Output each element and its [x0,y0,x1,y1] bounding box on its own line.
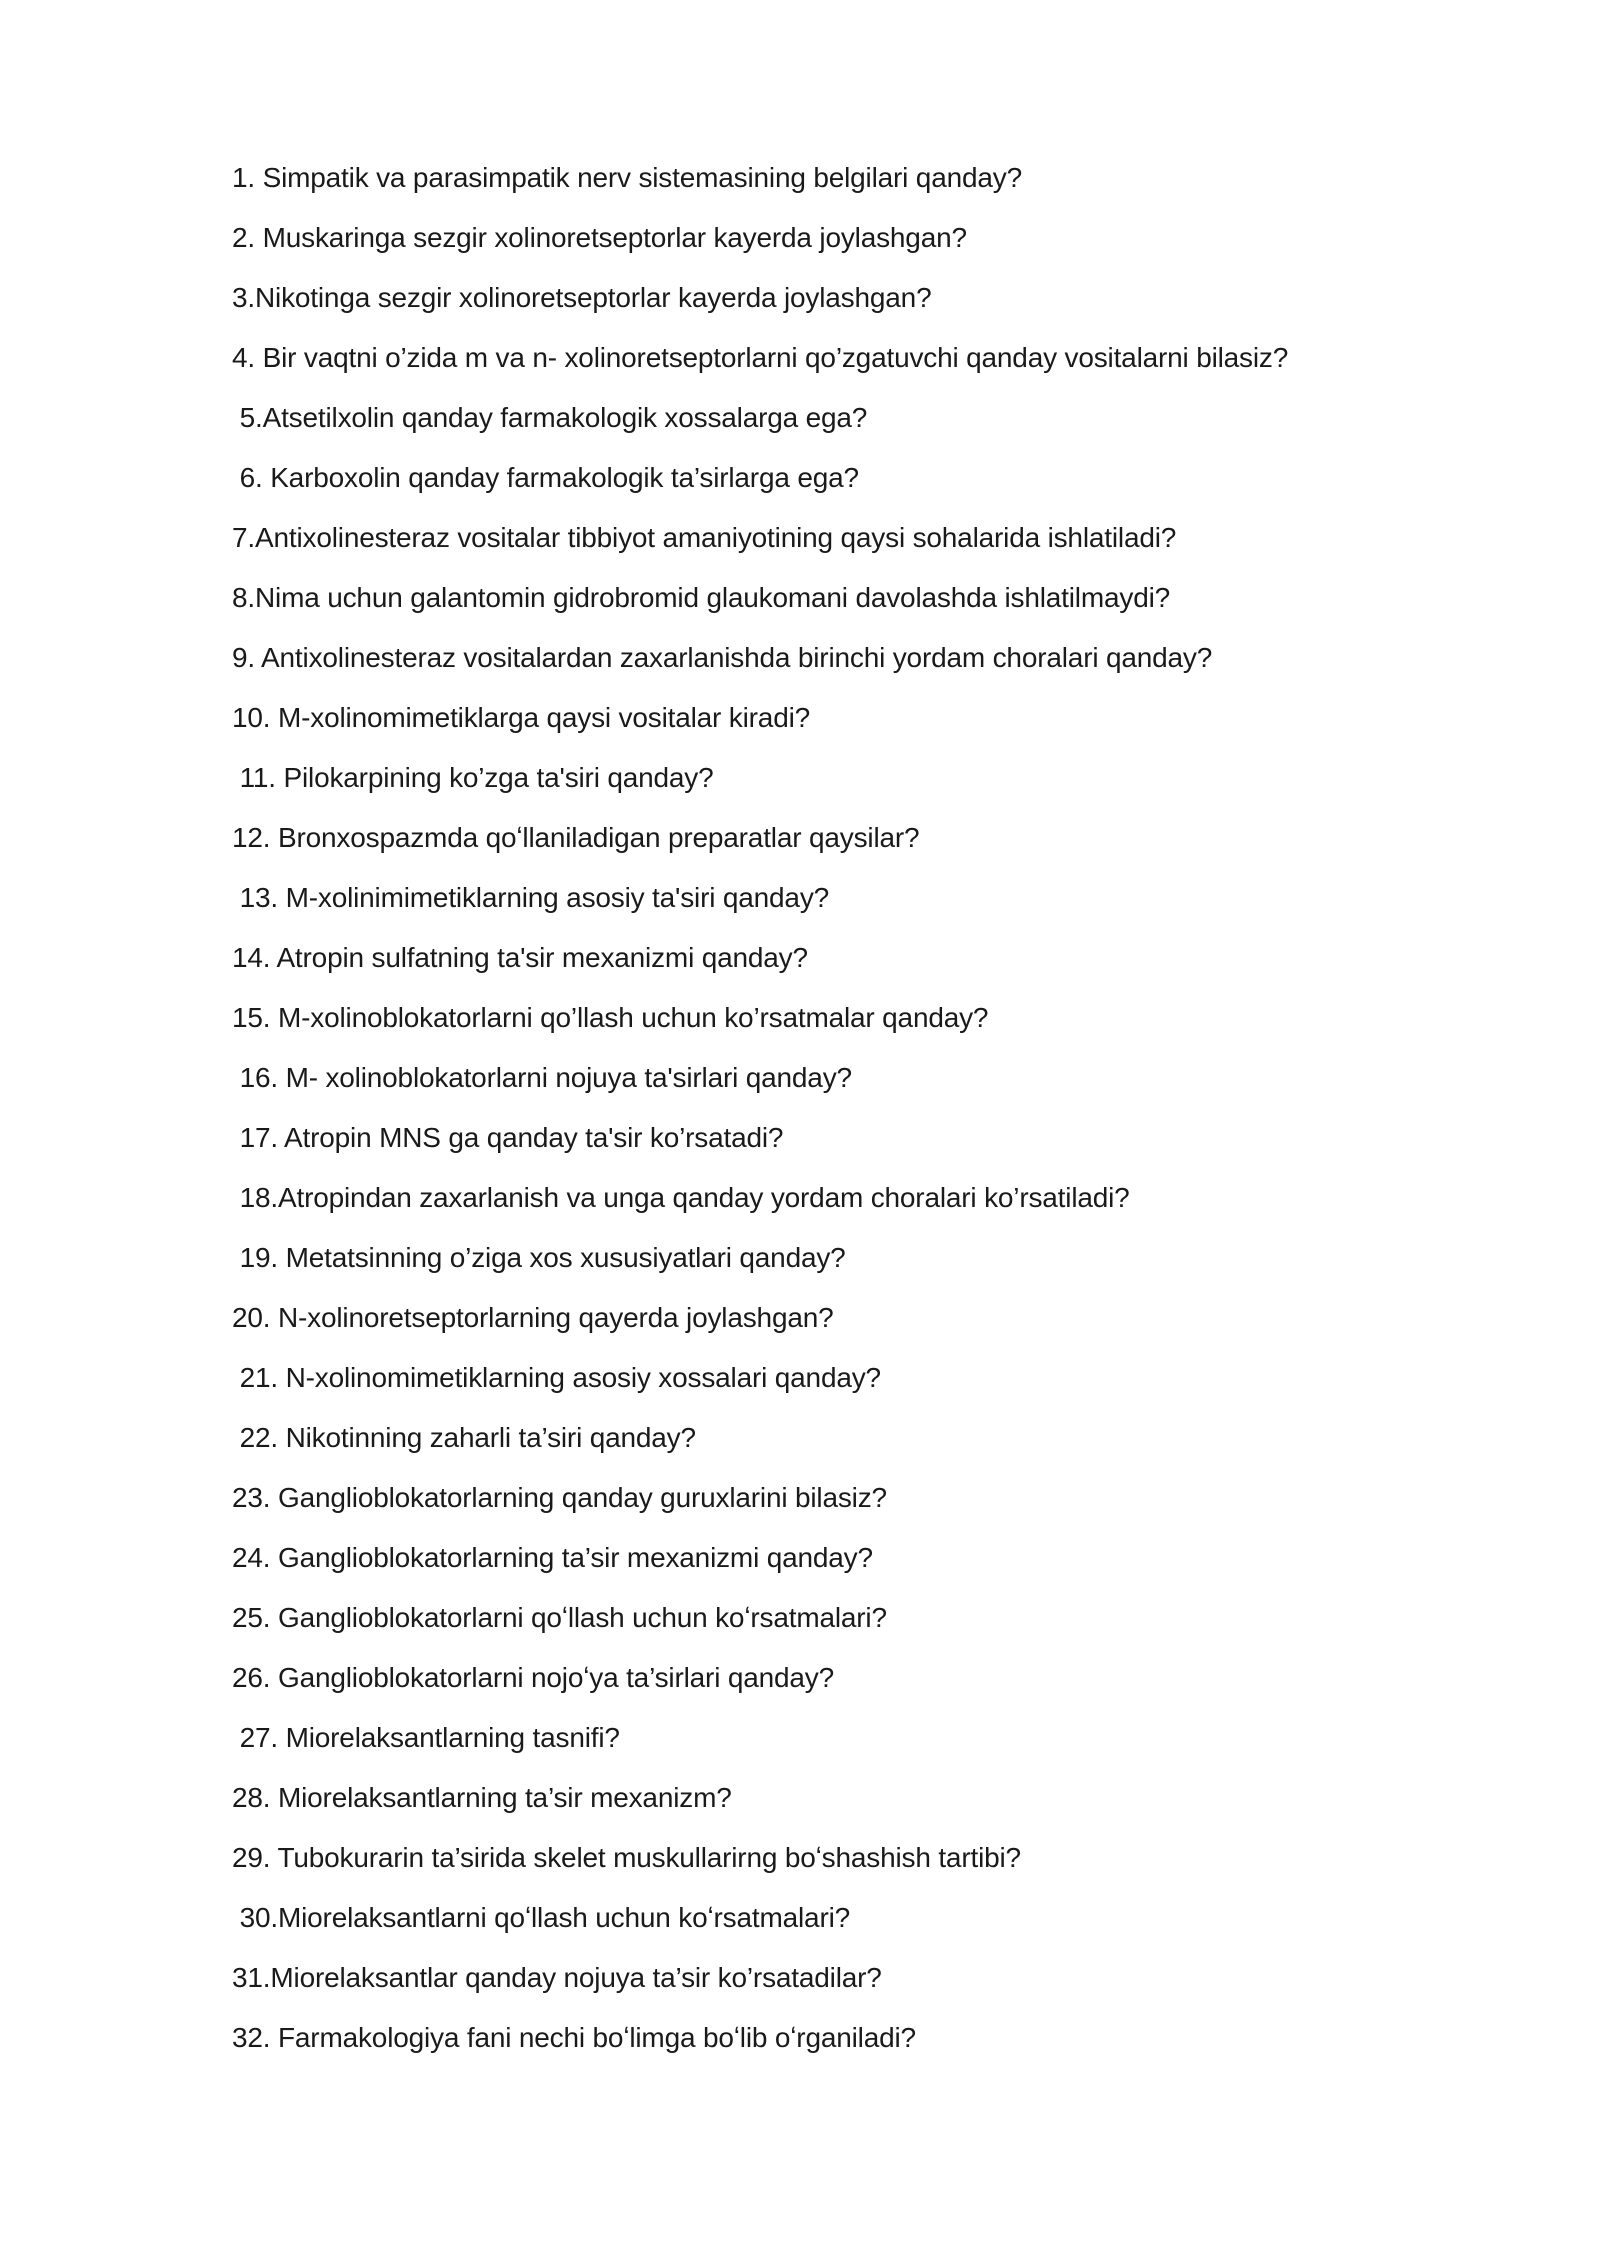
question-line: 31.Miorelaksantlar qanday nojuya ta’sir ko’rsatadilar? [232,1962,882,1993]
question-line: 17. Atropin MNS ga qanday ta'sir ko’rsatadi? [232,1122,784,1153]
question-line: 12. Bronxospazmda qoʻllaniladigan preparatlar qaysilar? [232,822,920,853]
question-line: 19. Metatsinning o’ziga xos xususiyatlari qanday? [232,1242,846,1273]
question-line: 7.Antixolinesteraz vositalar tibbiyot amaniyotining qaysi sohalarida ishlatiladi? [232,522,1177,553]
question-line: 28. Miorelaksantlarning ta’sir mexanizm? [232,1782,732,1813]
question-line: 2. Muskaringa sezgir xolinoretseptorlar kayerda joylashgan? [232,222,967,253]
question-line: 29. Tubokurarin ta’sirida skelet muskullarirng boʻshashish tartibi? [232,1842,1021,1873]
question-line: 5.Atsetilxolin qanday farmakologik xossalarga ega? [232,402,868,433]
question-line: 23. Ganglioblokatorlarning qanday guruxlarini bilasiz? [232,1482,887,1513]
question-line: 25. Ganglioblokatorlarni qoʻllash uchun koʻrsatmalari? [232,1602,887,1633]
question-line: 11. Pilokarpining ko’zga ta'siri qanday? [232,762,714,793]
question-line: 10. M-xolinomimetiklarga qaysi vositalar kiradi? [232,702,811,733]
question-line: 1. Simpatik va parasimpatik nerv sistemasining belgilari qanday? [232,162,1022,193]
question-line: 24. Ganglioblokatorlarning ta’sir mexanizmi qanday? [232,1542,873,1573]
question-line: 16. M- xolinoblokatorlarni nojuya ta'sirlari qanday? [232,1062,852,1093]
question-line: 30.Miorelaksantlarni qoʻllash uchun koʻrsatmalari? [232,1902,851,1933]
question-line: 21. N-xolinomimetiklarning asosiy xossalari qanday? [232,1362,881,1393]
question-line: 27. Miorelaksantlarning tasnifi? [232,1722,620,1753]
question-line: 8.Nima uchun galantomin gidrobromid glaukomani davolashda ishlatilmaydi? [232,582,1171,613]
question-line: 4. Bir vaqtni o’zida m va n- xolinoretseptorlarni qo’zgatuvchi qanday vositalarni bilasiz? [232,342,1289,373]
question-line: 32. Farmakologiya fani nechi boʻlimga boʻlib oʻrganiladi? [232,2022,916,2053]
question-list [232,148,1412,2068]
question-line: 15. M-xolinoblokatorlarni qo’llash uchun ko’rsatmalar qanday? [232,1002,989,1033]
question-line: 9. Antixolinesteraz vositalardan zaxarlanishda birinchi yordam choralari qanday? [232,642,1213,673]
question-line: 18.Atropindan zaxarlanish va unga qanday yordam choralari ko’rsatiladi? [232,1182,1130,1213]
question-line: 26. Ganglioblokatorlarni nojoʻya ta’sirlari qanday? [232,1662,835,1693]
question-line: 6. Karboxolin qanday farmakologik ta’sirlarga ega? [232,462,859,493]
question-line: 22. Nikotinning zaharli ta’siri qanday? [232,1422,696,1453]
question-line: 14. Atropin sulfatning ta'sir mexanizmi qanday? [232,942,808,973]
question-line: 13. M-xolinimimetiklarning asosiy ta'siri qanday? [232,882,830,913]
question-line: 3.Nikotinga sezgir xolinoretseptorlar kayerda joylashgan? [232,282,932,313]
question-line: 20. N-xolinoretseptorlarning qayerda joylashgan? [232,1302,834,1333]
